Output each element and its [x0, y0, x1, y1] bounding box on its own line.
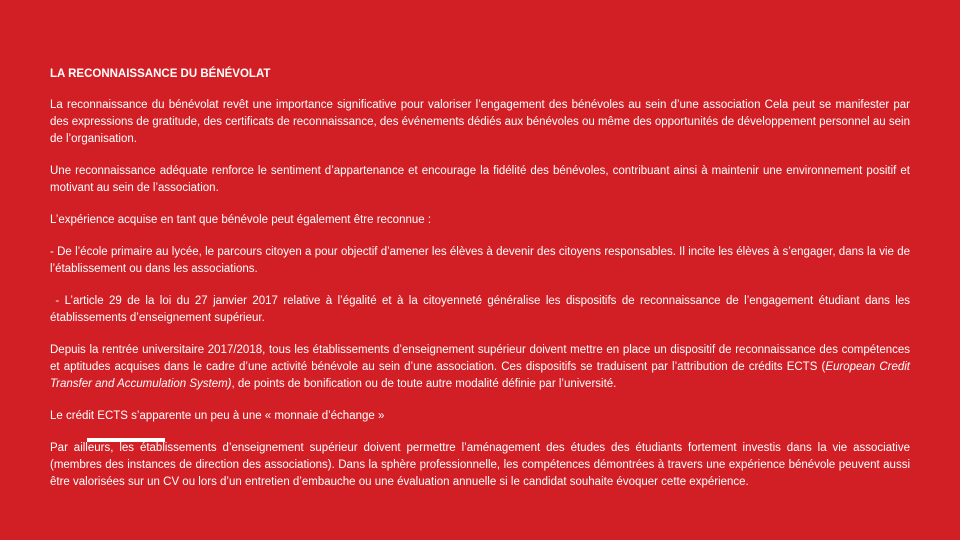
paragraph-article-29: - L’article 29 de la loi du 27 janvier 2017 relative à l’égalité et à la citoyenneté généralise les dispositifs de reconnaissance de l’engagement étudiant dans les établissements d’enseignement supérieur. [50, 295, 914, 324]
paragraph-experience: L’expérience acquise en tant que bénévole peut également être reconnue : [50, 214, 432, 226]
paragraph-monnaie: Le crédit ECTS s’apparente un peu à une « monnaie d’échange » [50, 410, 385, 422]
paragraph-intro: La reconnaissance du bénévolat revêt une importance significative pour valoriser l’engagement des bénévoles au sein d’une association Cela peut se manifester par des expressions de gratitude, des certificats de reconnaissance, des événements dédiés aux bénévoles ou même des opportunités de développement personnel au sein de l’organisation. [50, 99, 910, 145]
slide-title: LA RECONNAISSANCE DU BÉNÉVOLAT [50, 68, 271, 80]
slide-content [50, 66, 914, 491]
paragraph-amenagement: Par ailleurs, les établissements d’enseignement supérieur doivent permettre l’aménagement des études des étudiants fortement investis dans la vie associative (membres des instances de direction des associations). Dans la sphère professionnelle, les compétences démontrées à travers une expérience bénévole peuvent aussi être valorisées sur un CV ou lors d’un entretien d’embauche ou une évaluation annuelle si le candidat souhaite évoquer cette expérience. [50, 442, 910, 488]
paragraph-ects [50, 342, 910, 393]
paragraph-parcours-citoyen: - De l’école primaire au lycée, le parcours citoyen a pour objectif d’amener les élèves à devenir des citoyens responsables. Il incite les élèves à s’engager, dans la vie de l’établissement ou dans les associations. [50, 246, 910, 275]
ects-definition: European Credit Transfer and Accumulation System) [50, 361, 910, 390]
paragraph-appartenance: Une reconnaissance adéquate renforce le sentiment d’appartenance et encourage la fidélité des bénévoles, contribuant ainsi à maintenir une environnement positif et motivant au sein de l’association. [50, 165, 910, 194]
ects-text-start: Depuis la rentrée universitaire 2017/2018, tous les établissements d’enseignement supérieur doivent mettre en place un dispositif de reconnaissance des compétences et aptitudes acquises dans le cadre d’une activité bénévole au sein d’une association. Ces dispositifs se traduisent par l’attribution de crédits ECTS ( [50, 344, 910, 373]
ects-text-end: , de points de bonification ou de toute autre modalité définie par l’université. [231, 378, 617, 390]
accent-divider [87, 438, 165, 442]
